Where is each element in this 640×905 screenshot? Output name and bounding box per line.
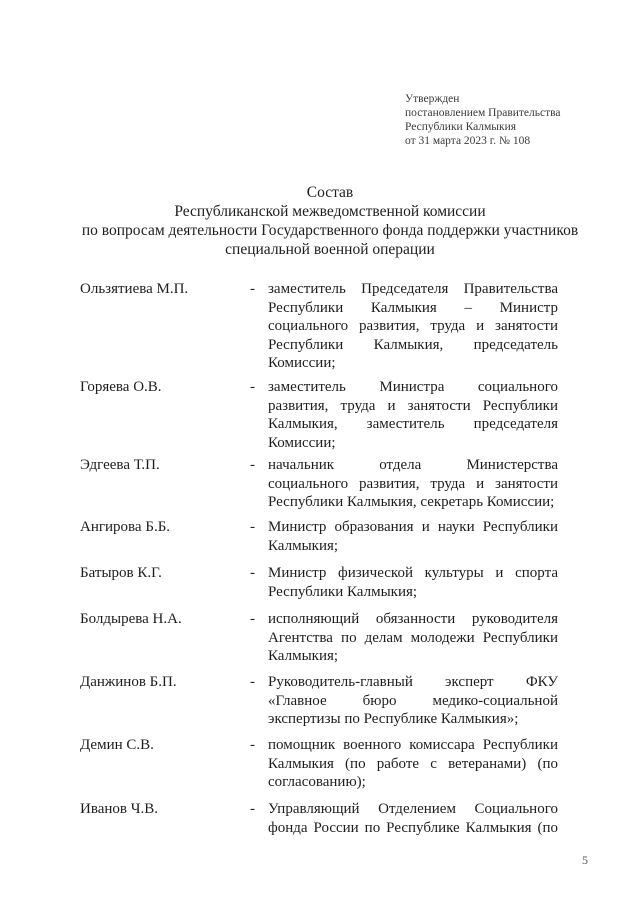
member-role-line: «Главное бюро медико-социальной <box>268 692 558 709</box>
member-role-line: Калмыкия, заместитель председателя <box>268 416 558 432</box>
approval-line: Утвержден <box>405 93 460 105</box>
member-role-line: Республики Калмыкия, секретарь Комиссии; <box>268 494 555 510</box>
member-role-line: Калмыкия; <box>268 648 339 664</box>
approval-stamp <box>405 92 625 148</box>
member-role-line: Калмыкия (по работе с ветеранами) (по <box>268 755 558 772</box>
member-name: Батыров К.Г. <box>80 565 162 581</box>
member-role-line: согласованию); <box>268 774 366 790</box>
member-role-line: Комиссии; <box>268 355 336 371</box>
member-dash: - <box>250 379 255 395</box>
member-role-line: Агентства по делам молодежи Республики <box>268 629 558 646</box>
member-role-line: социального развития, труда и занятости <box>268 318 558 334</box>
member-dash: - <box>250 801 255 817</box>
member-dash: - <box>250 457 255 473</box>
approval-line: постановлением Правительства <box>405 107 561 119</box>
member-role-line: заместитель Председателя Правительства <box>268 281 558 297</box>
member-name: Горяева О.В. <box>80 379 162 395</box>
member-role-line: Министр образования и науки Республики <box>268 519 558 535</box>
member-dash: - <box>250 737 255 753</box>
member-role-line: начальник отдела Министерства <box>268 457 558 473</box>
member-name: Эдгеева Т.П. <box>80 457 160 473</box>
member-name: Ользятиева М.П. <box>80 281 189 297</box>
member-dash: - <box>250 611 255 627</box>
member-role-line: экспертизы по Республике Калмыкия»; <box>268 711 519 727</box>
member-role-line: заместитель Министра социального <box>268 379 558 395</box>
approval-line: Республики Калмыкия <box>405 121 517 133</box>
member-role <box>268 800 558 837</box>
member-role <box>268 378 558 452</box>
member-role-line: помощник военного комиссара Республики <box>268 737 558 753</box>
member-role-line: Республики Калмыкия, председатель <box>268 336 558 353</box>
member-role-line: Управляющий Отделением Социального <box>268 801 558 817</box>
member-dash: - <box>250 281 255 297</box>
approval-line: от 31 марта 2023 г. № 108 <box>405 135 531 147</box>
member-name: Иванов Ч.В. <box>80 801 158 817</box>
member-name: Ангирова Б.Б. <box>80 519 171 535</box>
member-role-line: Министр физической культуры и спорта <box>268 565 558 581</box>
member-name: Демин С.В. <box>80 737 154 753</box>
member-role <box>268 736 558 792</box>
member-role <box>268 564 558 601</box>
member-role-line: Калмыкия; <box>268 537 339 554</box>
member-dash: - <box>250 519 255 535</box>
member-name: Болдырева Н.А. <box>80 611 182 627</box>
title-line: по вопросам деятельности Государственного фонда поддержки участников <box>81 222 579 239</box>
member-role-line: Республики Калмыкия; <box>268 583 418 600</box>
member-role-line: Комиссии; <box>268 434 336 451</box>
member-role-line: исполняющий обязанности руководителя <box>268 611 558 627</box>
member-role <box>268 280 558 373</box>
member-role-line: социального развития, труда и занятости <box>268 475 558 492</box>
member-role <box>268 456 558 512</box>
title-line: Состав <box>306 184 354 201</box>
member-role <box>268 610 558 666</box>
member-role <box>268 518 558 555</box>
member-role-line: Республики Калмыкия – Министр <box>268 299 558 316</box>
member-role-line: фонда России по Республике Калмыкия (по <box>268 819 558 836</box>
title-line: специальной военной операции <box>225 241 435 258</box>
member-role-line: Руководитель-главный эксперт ФКУ <box>268 674 558 690</box>
member-name: Данжинов Б.П. <box>80 674 177 690</box>
member-dash: - <box>250 674 255 690</box>
title-line: Республиканской межведомственной комиссии <box>174 203 486 220</box>
member-role <box>268 673 558 729</box>
document-title <box>60 183 600 259</box>
member-role-line: развития, труда и занятости Республики <box>268 397 558 414</box>
member-dash: - <box>250 565 255 581</box>
page-number: 5 <box>582 853 588 867</box>
